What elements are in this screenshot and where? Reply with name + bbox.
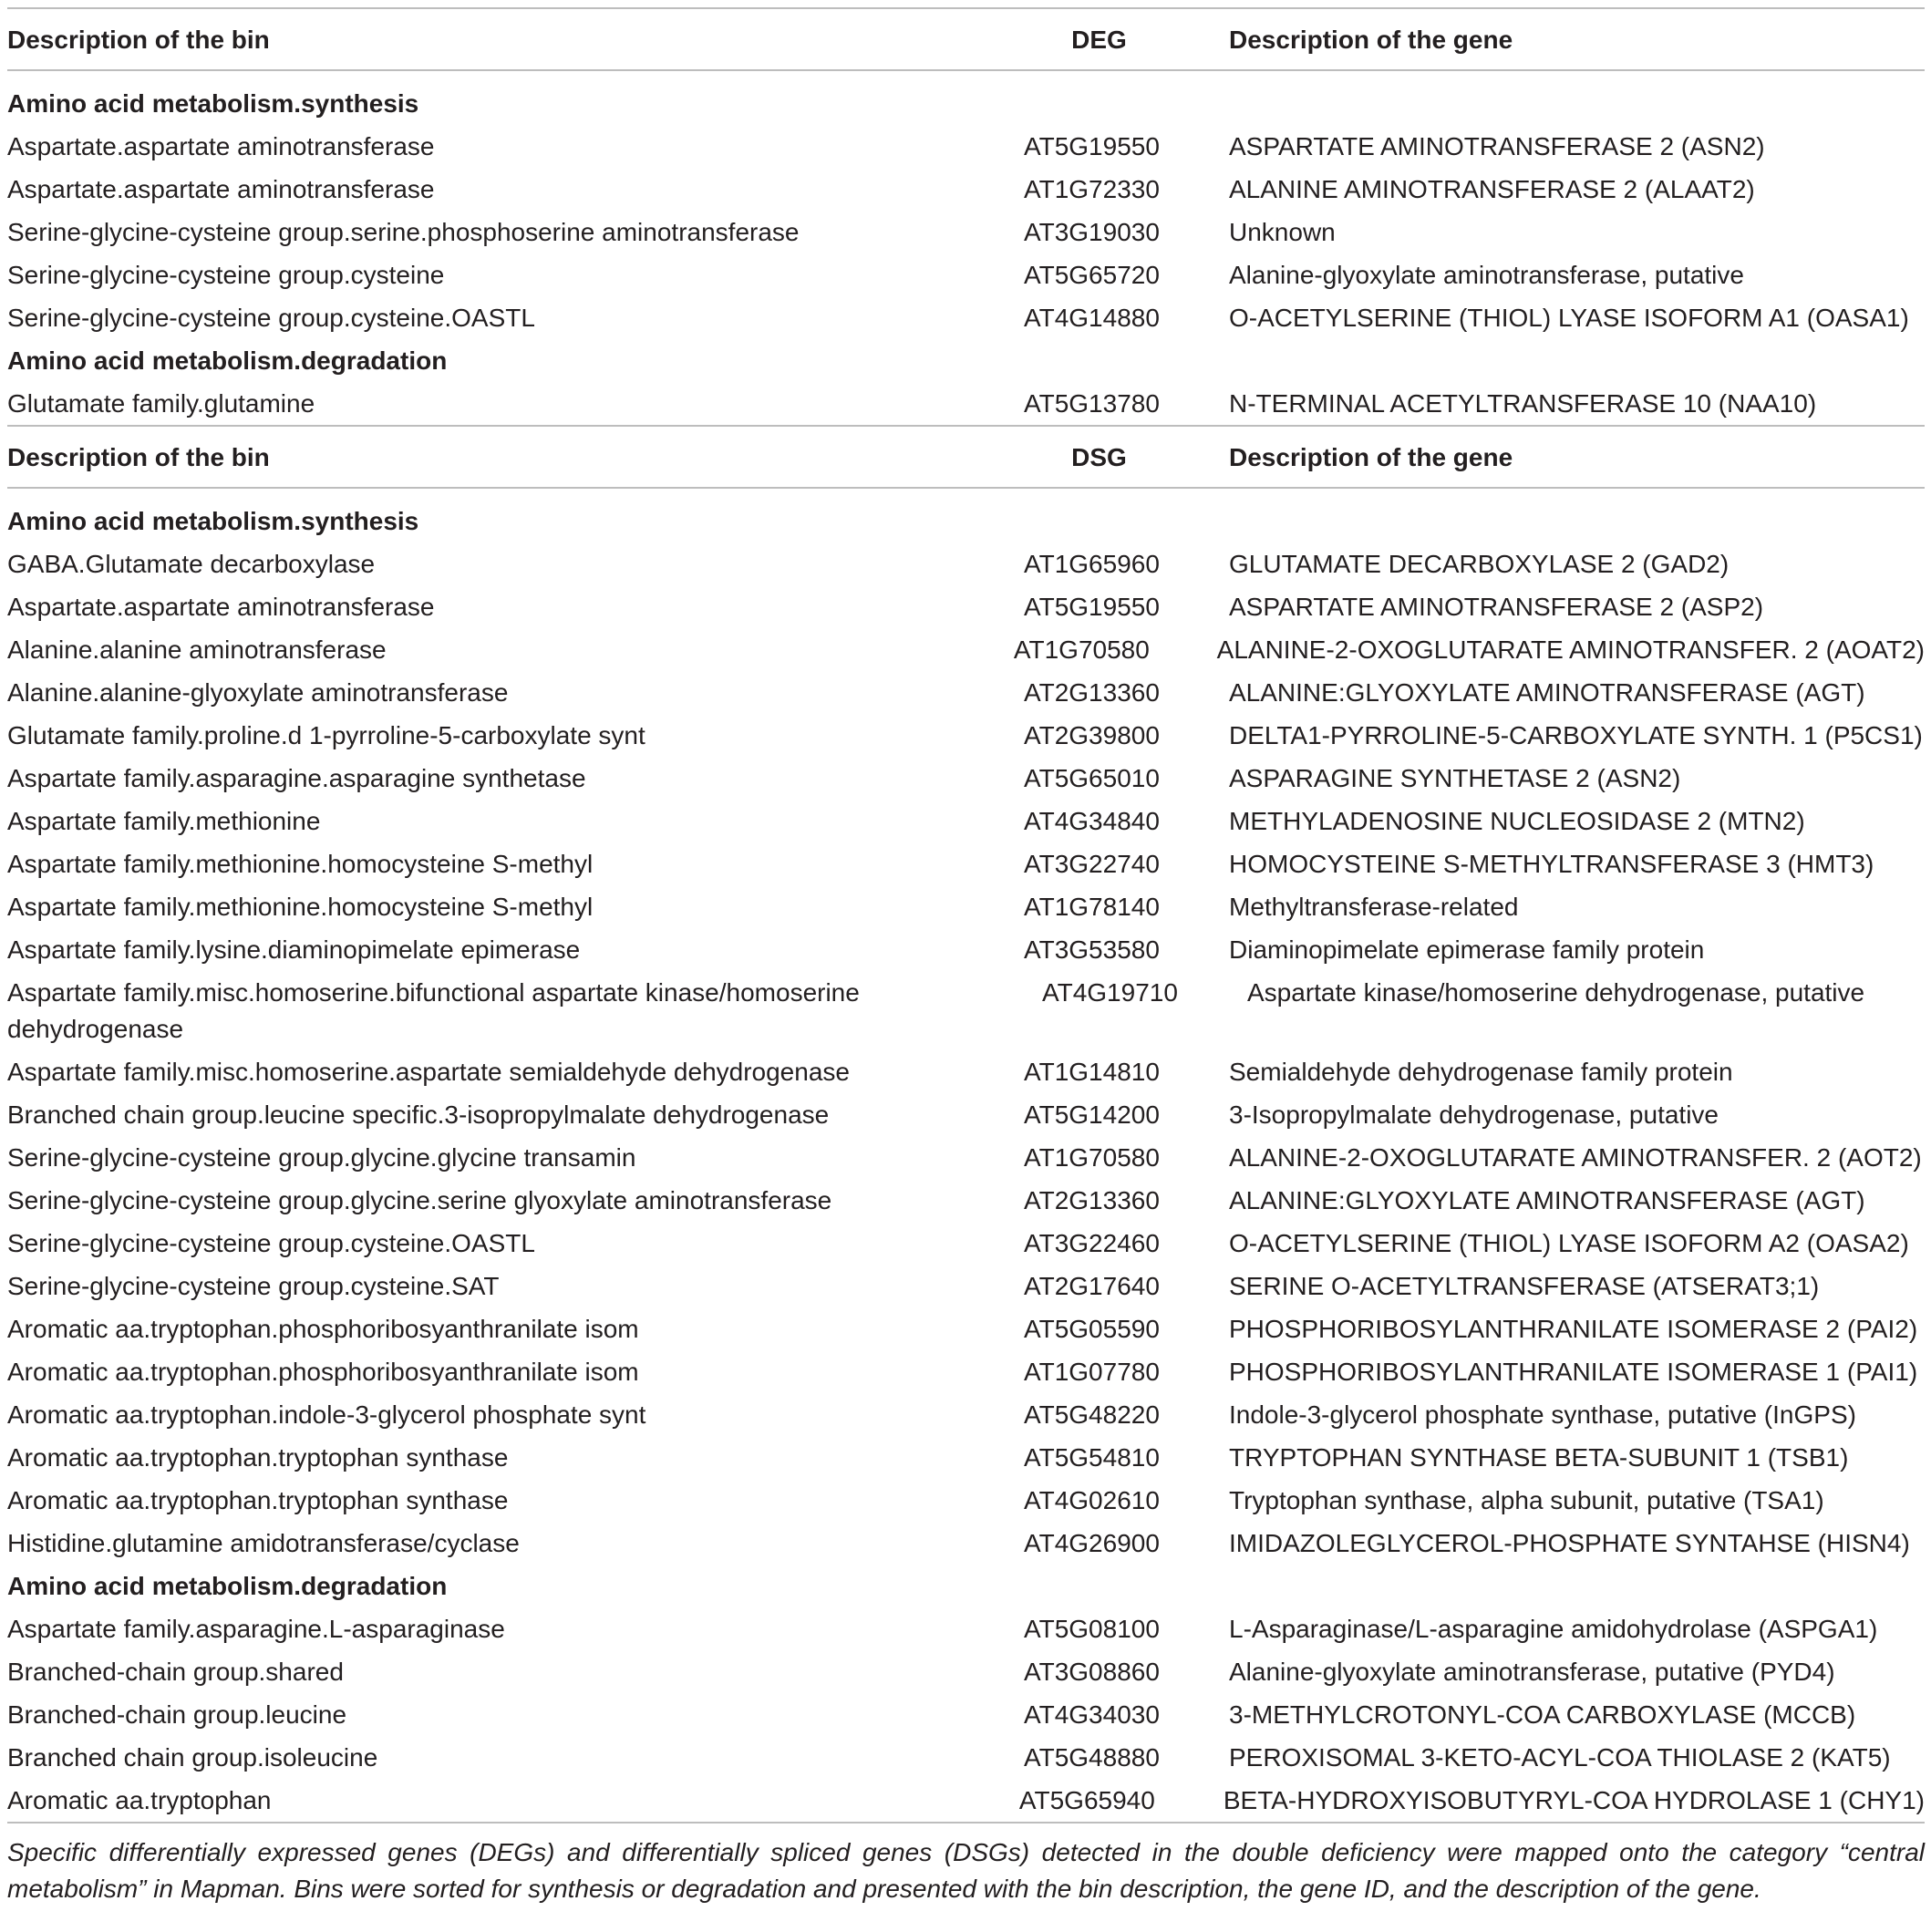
table-row — [7, 1436, 1925, 1479]
table-row — [7, 1179, 1925, 1222]
gene-description: ALANINE-2-OXOGLUTARATE AMINOTRANSFER. 2 (AOAT2) — [1216, 635, 1925, 664]
gene-id: AT3G19030 — [1024, 218, 1160, 246]
table-row — [7, 757, 1925, 800]
gene-description: 3-METHYLCROTONYL-COA CARBOXYLASE (MCCB) — [1229, 1700, 1856, 1729]
gene-id: AT4G26900 — [1024, 1529, 1160, 1557]
section-heading — [7, 1565, 1925, 1607]
table-row — [7, 671, 1925, 714]
bin-description: Aspartate family.methionine.homocysteine S-methyl — [7, 850, 594, 878]
table-row — [7, 714, 1925, 757]
gene-description: Indole-3-glycerol phosphate synthase, putative (InGPS) — [1229, 1400, 1856, 1429]
bottom-rule — [7, 1822, 1925, 1824]
gene-description: HOMOCYSTEINE S-METHYLTRANSFERASE 3 (HMT3) — [1229, 850, 1874, 878]
gene-id: AT4G14880 — [1024, 304, 1160, 332]
table-row — [7, 885, 1925, 928]
section-heading — [7, 339, 1925, 382]
bin-description: Aromatic aa.tryptophan.indole-3-glycerol phosphate synt — [7, 1400, 646, 1429]
bin-description: Serine-glycine-cysteine group.serine.phosphoserine aminotransferase — [7, 218, 800, 246]
bin-description: Aspartate family.misc.homoserine.aspartate semialdehyde dehydrogenase — [7, 1058, 850, 1086]
bin-description: Glutamate family.glutamine — [7, 389, 315, 418]
gene-id: AT1G72330 — [1024, 175, 1160, 203]
gene-id: AT5G14200 — [1024, 1100, 1160, 1129]
bin-description: Aspartate family.lysine.diaminopimelate epimerase — [7, 935, 581, 964]
bin-description: Serine-glycine-cysteine group.cysteine.OASTL — [7, 1229, 535, 1257]
gene-description: O-ACETYLSERINE (THIOL) LYASE ISOFORM A1 (OASA1) — [1229, 304, 1909, 332]
table-header-row — [7, 9, 1925, 69]
gene-description: PHOSPHORIBOSYLANTHRANILATE ISOMERASE 2 (PAI2) — [1229, 1315, 1918, 1343]
gene-description: PHOSPHORIBOSYLANTHRANILATE ISOMERASE 1 (PAI1) — [1229, 1358, 1918, 1386]
table-row — [7, 1093, 1925, 1136]
gene-id: AT5G13780 — [1024, 389, 1160, 418]
bin-description: Aspartate.aspartate aminotransferase — [7, 593, 435, 621]
gene-id: AT5G65720 — [1024, 261, 1160, 289]
gene-description: SERINE O-ACETYLTRANSFERASE (ATSERAT3;1) — [1229, 1272, 1820, 1300]
gene-description: L-Asparaginase/L-asparagine amidohydrolase (ASPGA1) — [1229, 1615, 1878, 1643]
gene-description: TRYPTOPHAN SYNTHASE BETA-SUBUNIT 1 (TSB1) — [1229, 1443, 1849, 1472]
gene-description: Methyltransferase-related — [1229, 893, 1519, 921]
gene-id: AT5G19550 — [1024, 593, 1160, 621]
table-row — [7, 971, 1925, 1050]
bin-description: Aromatic aa.tryptophan — [7, 1786, 272, 1814]
gene-id: AT5G48220 — [1024, 1400, 1160, 1429]
bin-description: Glutamate family.proline.d 1-pyrroline-5-carboxylate synt — [7, 721, 645, 749]
bin-description: Serine-glycine-cysteine group.cysteine — [7, 261, 445, 289]
column-header: Description of the gene — [1229, 443, 1513, 471]
gene-description: ALANINE-2-OXOGLUTARATE AMINOTRANSFER. 2 (AOT2) — [1229, 1143, 1922, 1172]
bin-description: Aspartate family.asparagine.L-asparaginase — [7, 1615, 505, 1643]
gene-id: AT1G65960 — [1024, 550, 1160, 578]
gene-id: AT5G08100 — [1024, 1615, 1160, 1643]
gene-description: PEROXISOMAL 3-KETO-ACYL-COA THIOLASE 2 (KAT5) — [1229, 1743, 1891, 1772]
table-row — [7, 1222, 1925, 1265]
column-header: Description of the gene — [1229, 26, 1513, 54]
table-row — [7, 1350, 1925, 1393]
gene-id: AT1G78140 — [1024, 893, 1160, 921]
bin-description: Alanine.alanine-glyoxylate aminotransferase — [7, 678, 509, 707]
gene-id: AT2G17640 — [1024, 1272, 1160, 1300]
bin-description: Histidine.glutamine amidotransferase/cyclase — [7, 1529, 520, 1557]
gene-id: AT1G14810 — [1024, 1058, 1160, 1086]
gene-description: Unknown — [1229, 218, 1336, 246]
gene-description: Semialdehyde dehydrogenase family protein — [1229, 1058, 1733, 1086]
gene-id: AT5G19550 — [1024, 132, 1160, 160]
bin-description: GABA.Glutamate decarboxylase — [7, 550, 376, 578]
bin-description: Serine-glycine-cysteine group.cysteine.SAT — [7, 1272, 500, 1300]
section-title: Amino acid metabolism.synthesis — [7, 507, 419, 535]
gene-description: ALANINE:GLYOXYLATE AMINOTRANSFERASE (AGT) — [1229, 1186, 1865, 1214]
table-row — [7, 1650, 1925, 1693]
table-row — [7, 1307, 1925, 1350]
bin-description: Branched chain group.leucine specific.3-isopropylmalate dehydrogenase — [7, 1100, 830, 1129]
bin-description: Aspartate family.methionine — [7, 807, 321, 835]
dsg-table — [7, 427, 1925, 1822]
column-header: Description of the bin — [7, 443, 270, 471]
column-header: DEG — [1071, 26, 1127, 54]
table-row — [7, 1693, 1925, 1736]
table-row — [7, 1136, 1925, 1179]
table-row — [7, 1522, 1925, 1565]
gene-description: ALANINE:GLYOXYLATE AMINOTRANSFERASE (AGT) — [1229, 678, 1865, 707]
table-row — [7, 842, 1925, 885]
table-row — [7, 168, 1925, 211]
gene-id: AT2G13360 — [1024, 678, 1160, 707]
table-header-row — [7, 427, 1925, 487]
gene-description: BETA-HYDROXYISOBUTYRYL-COA HYDROLASE 1 (CHY1) — [1223, 1786, 1925, 1814]
table-row — [7, 211, 1925, 253]
table-row — [7, 542, 1925, 585]
gene-id: AT3G22740 — [1024, 850, 1160, 878]
gene-description: Tryptophan synthase, alpha subunit, putative (TSA1) — [1229, 1486, 1824, 1514]
bin-description: Aromatic aa.tryptophan.phosphoribosyanthranilate isom — [7, 1315, 639, 1343]
bin-description: Branched-chain group.leucine — [7, 1700, 347, 1729]
gene-description: Alanine-glyoxylate aminotransferase, putative (PYD4) — [1229, 1658, 1835, 1686]
table-row — [7, 1779, 1925, 1822]
gene-id: AT3G53580 — [1024, 935, 1160, 964]
gene-description: O-ACETYLSERINE (THIOL) LYASE ISOFORM A2 (OASA2) — [1229, 1229, 1909, 1257]
gene-id: AT4G19710 — [1042, 978, 1178, 1007]
bin-description: Aspartate family.asparagine.asparagine synthetase — [7, 764, 586, 792]
bin-description: Aspartate.aspartate aminotransferase — [7, 175, 435, 203]
bin-description: Aromatic aa.tryptophan.tryptophan synthase — [7, 1486, 509, 1514]
gene-description: ASPARTATE AMINOTRANSFERASE 2 (ASN2) — [1229, 132, 1765, 160]
gene-id: AT2G39800 — [1024, 721, 1160, 749]
column-header: Description of the bin — [7, 26, 270, 54]
table-row — [7, 628, 1925, 671]
gene-description: ASPARTATE AMINOTRANSFERASE 2 (ASP2) — [1229, 593, 1764, 621]
table-caption: Specific differentially expressed genes (DEGs) and differentially spliced genes (DSGs) detected in the double deficiency were mapped onto the category “central metabolism” in Mapman. Bins were sorted for synthesis or degradation and presented with the bin description, the gene ID, and the description of the gene. — [7, 1838, 1925, 1903]
section-title: Amino acid metabolism.degradation — [7, 346, 448, 375]
gene-id: AT1G07780 — [1024, 1358, 1160, 1386]
table-row — [7, 125, 1925, 168]
table-row — [7, 800, 1925, 842]
bin-description: Aspartate family.misc.homoserine.bifunctional aspartate kinase/homoserine dehydrogenase — [7, 978, 860, 1043]
gene-id: AT3G22460 — [1024, 1229, 1160, 1257]
table-row — [7, 1479, 1925, 1522]
gene-description: N-TERMINAL ACETYLTRANSFERASE 10 (NAA10) — [1229, 389, 1817, 418]
table-row — [7, 296, 1925, 339]
table-row — [7, 1393, 1925, 1436]
gene-id: AT3G08860 — [1024, 1658, 1160, 1686]
gene-id: AT4G34840 — [1024, 807, 1160, 835]
gene-id: AT5G54810 — [1024, 1443, 1160, 1472]
bin-description: Serine-glycine-cysteine group.glycine.glycine transamin — [7, 1143, 636, 1172]
section-heading — [7, 71, 1925, 125]
gene-description: ALANINE AMINOTRANSFERASE 2 (ALAAT2) — [1229, 175, 1755, 203]
gene-id: AT2G13360 — [1024, 1186, 1160, 1214]
gene-id: AT5G05590 — [1024, 1315, 1160, 1343]
section-title: Amino acid metabolism.synthesis — [7, 89, 419, 118]
gene-id: AT5G48880 — [1024, 1743, 1160, 1772]
gene-description: DELTA1-PYRROLINE-5-CARBOXYLATE SYNTH. 1 (P5CS1) — [1229, 721, 1923, 749]
gene-table-document — [7, 7, 1925, 1907]
gene-description: METHYLADENOSINE NUCLEOSIDASE 2 (MTN2) — [1229, 807, 1805, 835]
bin-description: Serine-glycine-cysteine group.glycine.serine glyoxylate aminotransferase — [7, 1186, 832, 1214]
gene-description: Diaminopimelate epimerase family protein — [1229, 935, 1705, 964]
gene-description: ASPARAGINE SYNTHETASE 2 (ASN2) — [1229, 764, 1681, 792]
table-row — [7, 928, 1925, 971]
bin-description: Aspartate family.methionine.homocysteine S-methyl — [7, 893, 594, 921]
gene-id: AT4G34030 — [1024, 1700, 1160, 1729]
bin-description: Aromatic aa.tryptophan.tryptophan synthase — [7, 1443, 509, 1472]
bin-description: Serine-glycine-cysteine group.cysteine.OASTL — [7, 304, 535, 332]
gene-description: GLUTAMATE DECARBOXYLASE 2 (GAD2) — [1229, 550, 1730, 578]
gene-id: AT1G70580 — [1024, 1143, 1160, 1172]
bin-description: Branched chain group.isoleucine — [7, 1743, 378, 1772]
section-title: Amino acid metabolism.degradation — [7, 1572, 448, 1600]
section-heading — [7, 489, 1925, 542]
table-row — [7, 1265, 1925, 1307]
table-row — [7, 1050, 1925, 1093]
gene-id: AT5G65940 — [1018, 1786, 1155, 1814]
gene-description: IMIDAZOLEGLYCEROL-PHOSPHATE SYNTAHSE (HISN4) — [1229, 1529, 1910, 1557]
table-row — [7, 253, 1925, 296]
bin-description: Aspartate.aspartate aminotransferase — [7, 132, 435, 160]
table-row — [7, 585, 1925, 628]
gene-description: 3-Isopropylmalate dehydrogenase, putative — [1229, 1100, 1719, 1129]
table-row — [7, 1607, 1925, 1650]
deg-table — [7, 9, 1925, 425]
bin-description: Alanine.alanine aminotransferase — [7, 635, 387, 664]
column-header: DSG — [1071, 443, 1127, 471]
gene-id: AT1G70580 — [1013, 635, 1150, 664]
gene-description: Alanine-glyoxylate aminotransferase, putative — [1229, 261, 1744, 289]
bin-description: Aromatic aa.tryptophan.phosphoribosyanthranilate isom — [7, 1358, 639, 1386]
table-row — [7, 1736, 1925, 1779]
gene-id: AT4G02610 — [1024, 1486, 1160, 1514]
table-row — [7, 382, 1925, 425]
gene-description: Aspartate kinase/homoserine dehydrogenase, putative — [1247, 978, 1865, 1007]
bin-description: Branched-chain group.shared — [7, 1658, 344, 1686]
gene-id: AT5G65010 — [1024, 764, 1160, 792]
